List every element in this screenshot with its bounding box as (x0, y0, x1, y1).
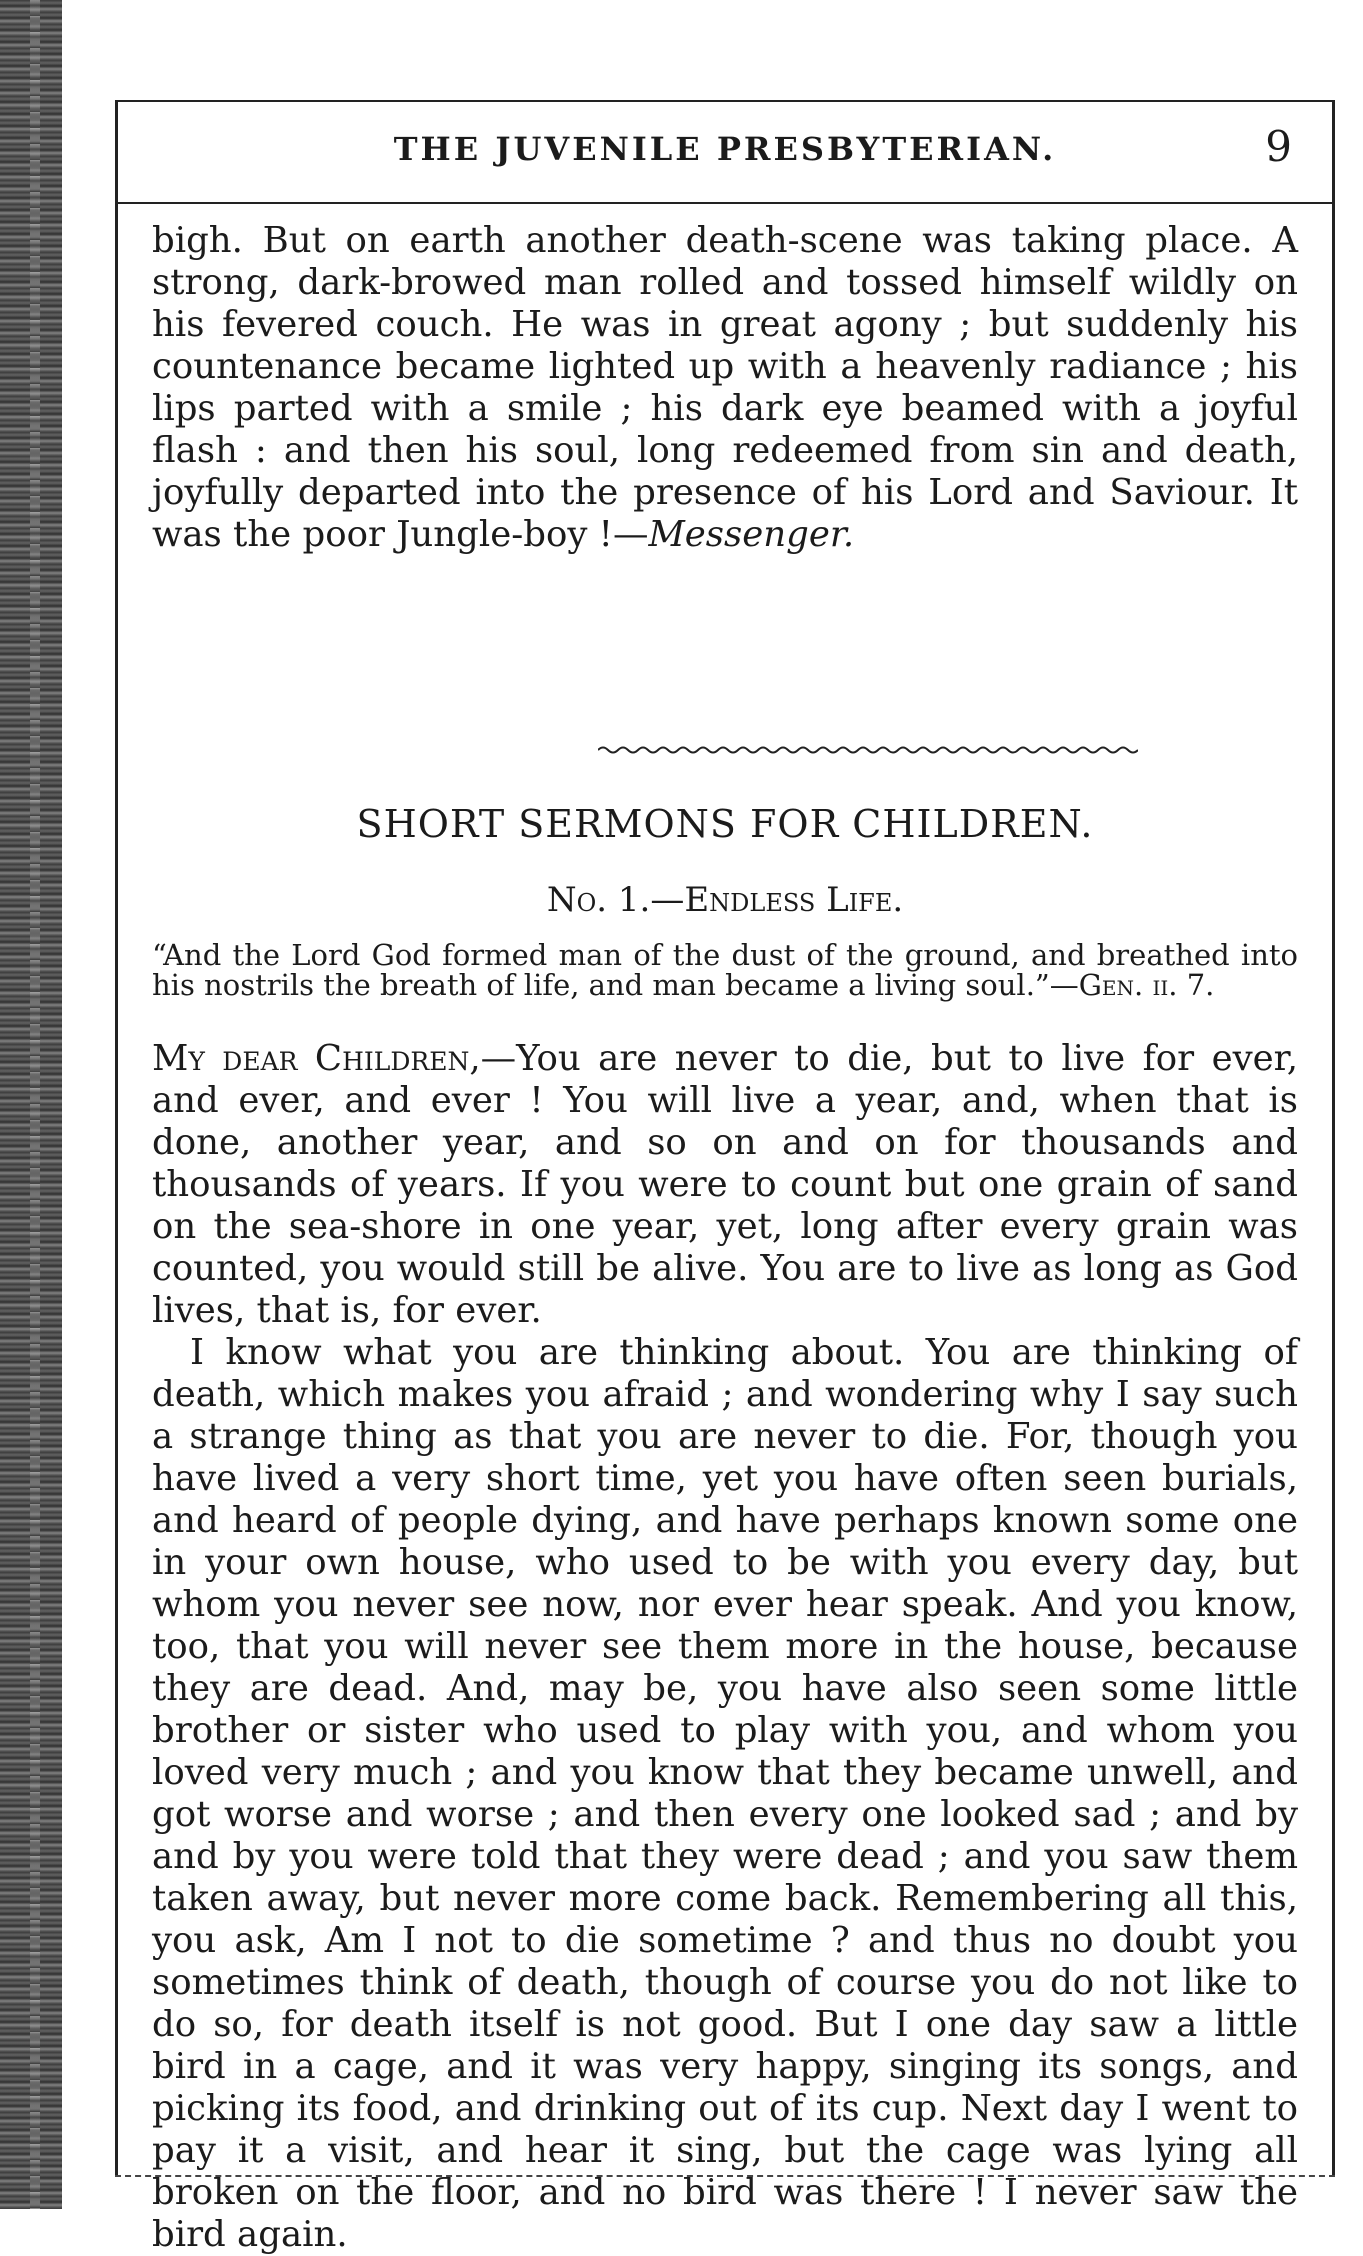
article-subtitle: No. 1.—Endless Life. (546, 880, 904, 920)
epigraph (152, 940, 1298, 1000)
paragraph-1-text: —You are never to die, but to live for ever, and ever, and ever ! You will live a year, and, when that is done, another year, and so on and on for thousands and thousands of years. If you were to count but one grain of sand on the sea-shore in one year, yet, long after every grain was counted, you would still be alive. You are to live as long as God lives, that is, for ever. (152, 1038, 1298, 1331)
epigraph-quote: “And the Lord God formed man of the dust of the ground, and breathed into his nostrils the breath of life, and man became a living soul.”— (152, 938, 1298, 1002)
sermon-paragraph-1 (152, 1038, 1298, 1332)
wavy-separator (598, 744, 1138, 756)
article-title: SHORT SERMONS FOR CHILDREN. (356, 802, 1094, 846)
story-ending (152, 220, 1298, 556)
running-title: THE JUVENILE PRESBYTERIAN. (393, 130, 1057, 168)
page-frame (115, 100, 1335, 2255)
page-header (118, 102, 1332, 204)
page-number: 9 (1265, 122, 1292, 171)
story-source: Messenger. (648, 514, 855, 555)
sermon-paragraph-2: I know what you are thinking about. You are thinking of death, which makes you afraid ; and wondering why I say such a strange thing as that you are never to die. For, though you have lived a very short time, yet you have often seen burials, and heard of people dying, and have perhaps known some one in your own house, who used to be with you every day, but whom you never see now, nor ever hear speak. And you know, too, that you will never see them more in the house, because they are dead. And, may be, you have also seen some little brother or sister who used to play with you, and whom you loved very much ; and you know that they became unwell, and got worse and worse ; and then every one looked sad ; and by and by you were told that they were dead ; and you saw them taken away, but never more come back. Remembering all this, you ask, Am I not to die sometime ? and thus no doubt you sometimes think of death, though of course you do not like to do so, for death itself is not good. But I one day saw a little bird in a cage, and it was very happy, singing its songs, and picking its food, and drinking out of its cup. Next day I went to pay it a visit, and hear it sing, but the cage was lying all broken on the floor, and no bird was there ! I never saw the bird again. (152, 1332, 1298, 2255)
binding-edge (0, 0, 62, 2209)
salutation: My dear Children, (152, 1038, 481, 1079)
story-ending-text: bigh. But on earth another death-scene was taking place. A strong, dark-browed man rolled and tossed himself wildly on his fevered couch. He was in great agony ; but suddenly his countenance became lighted up with a heavenly radiance ; his lips parted with a smile ; his dark eye beamed with a joyful flash : and then his soul, long redeemed from sin and death, joyfully departed into the presence of his Lord and Saviour. It was the poor Jungle-boy !— (152, 220, 1298, 555)
epigraph-reference: Gen. ii. 7. (1078, 968, 1215, 1002)
sermon-body (152, 1038, 1298, 2256)
bottom-rule (115, 2175, 1335, 2177)
story-ending-paragraph (152, 220, 1298, 556)
